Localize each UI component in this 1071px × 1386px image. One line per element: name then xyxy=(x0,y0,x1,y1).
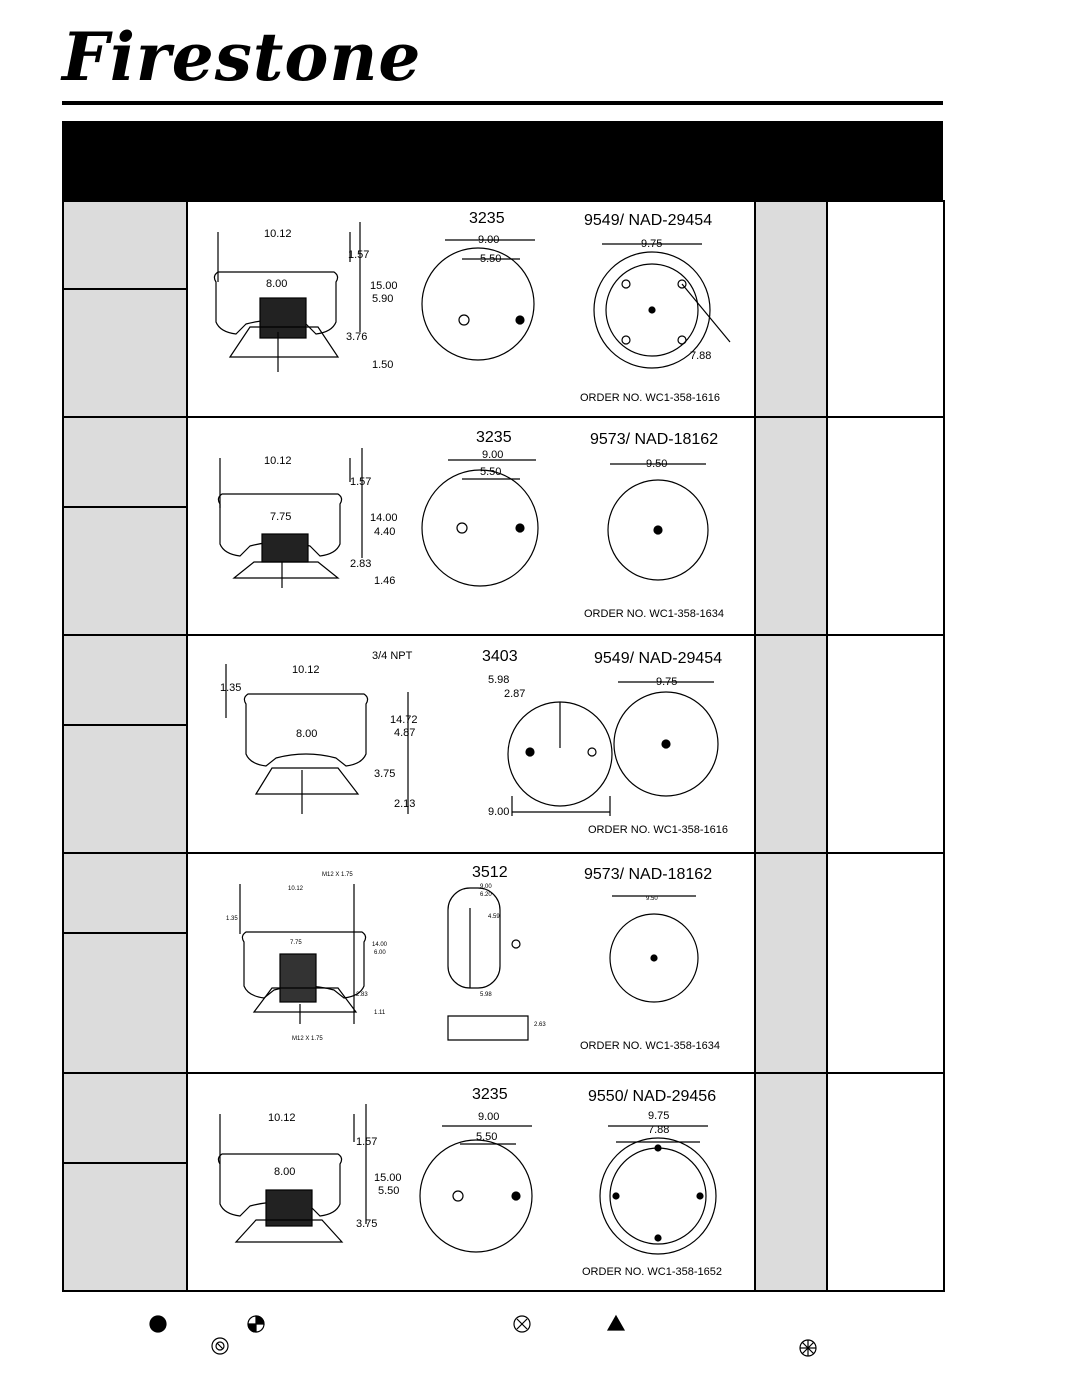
dim-sub-height: 5.50 xyxy=(378,1185,400,1197)
part-cell xyxy=(64,1074,188,1290)
air-spring-drawing xyxy=(190,418,754,634)
dim-sub-height: 4.40 xyxy=(374,526,396,538)
dim-base: 2.13 xyxy=(394,798,416,810)
dim-base: 1.46 xyxy=(374,575,396,587)
plate-dim-b: 4.59 xyxy=(488,914,500,920)
part-cell xyxy=(754,418,828,634)
plate-dim-a: 5.98 xyxy=(488,674,510,686)
dim-piston-height: 3.75 xyxy=(374,768,396,780)
part-cell xyxy=(754,854,828,1072)
plate-outer: 9.00 xyxy=(480,884,492,890)
cell-divider xyxy=(64,288,188,290)
double-circle-icon xyxy=(212,1338,228,1354)
air-spring-drawing xyxy=(190,636,754,852)
dim-piston-height: 3.76 xyxy=(346,331,368,343)
piston-outer: 9.75 xyxy=(648,1110,670,1122)
dim-sub-height: 4.87 xyxy=(394,727,416,739)
dim-mid-width: 7.75 xyxy=(270,511,292,523)
air-spring-drawing xyxy=(190,1074,754,1290)
dim-top-height: 1.57 xyxy=(356,1136,378,1148)
plate-inner: 5.50 xyxy=(480,253,502,265)
drawing-panel xyxy=(190,854,754,1072)
bracket-height: 2.63 xyxy=(534,1022,546,1028)
dim-height: 15.00 xyxy=(374,1172,402,1184)
cell-divider xyxy=(64,724,188,726)
bracket-width: 5.98 xyxy=(480,992,492,998)
plate-dim-a: 6.20 xyxy=(480,892,492,898)
dim-top-width: 10.12 xyxy=(288,886,304,892)
piston-bolt: 7.88 xyxy=(648,1124,670,1136)
dim-base: 1.50 xyxy=(372,359,394,371)
quarter-circle-icon xyxy=(248,1316,264,1332)
plate-inner: 5.50 xyxy=(476,1131,498,1143)
dim-top-width: 10.12 xyxy=(264,228,292,240)
part-cell xyxy=(754,636,828,852)
part-cell xyxy=(754,1074,828,1290)
x-circle-icon xyxy=(514,1316,530,1332)
order-number: ORDER NO. WC1-358-1634 xyxy=(584,608,724,620)
part-cell xyxy=(754,202,828,416)
dim-thread-top: M12 X 1.75 xyxy=(322,872,353,878)
order-number: ORDER NO. WC1-358-1634 xyxy=(580,1040,720,1052)
dim-piston-height: 2.83 xyxy=(350,558,372,570)
dim-height: 14.72 xyxy=(390,714,418,726)
dim-top-width: 10.12 xyxy=(268,1112,296,1124)
dim-top-height: 1.35 xyxy=(226,916,238,922)
dim-height: 15.00 xyxy=(370,280,398,292)
table-row xyxy=(64,416,943,634)
piston-bolt: 7.88 xyxy=(690,350,712,362)
solid-dot-icon xyxy=(150,1316,166,1332)
dim-npt: 3/4 NPT xyxy=(372,650,413,662)
dim-top-width: 10.12 xyxy=(292,664,320,676)
part-cell xyxy=(64,202,188,416)
dim-top-width: 10.12 xyxy=(264,455,292,467)
dim-piston-height: 3.75 xyxy=(356,1218,378,1230)
dim-mid-width: 7.75 xyxy=(290,940,302,946)
table-row xyxy=(64,634,943,852)
triangle-icon xyxy=(608,1316,624,1330)
order-number: ORDER NO. WC1-358-1616 xyxy=(580,392,720,404)
piston-number: 9549/ NAD-29454 xyxy=(594,650,723,667)
header-rule xyxy=(62,101,943,105)
piston-outer: 9.50 xyxy=(646,896,658,902)
dim-base: 1.11 xyxy=(374,1010,386,1016)
plate-outer: 9.00 xyxy=(482,449,504,461)
piston-number: 9549/ NAD-29454 xyxy=(584,212,713,229)
drawing-panel xyxy=(190,202,754,416)
dim-mid-width: 8.00 xyxy=(266,278,288,290)
cell-divider xyxy=(64,1162,188,1164)
plate-outer: 9.00 xyxy=(478,1111,500,1123)
table-header-band xyxy=(62,121,943,200)
table-row xyxy=(64,1072,943,1290)
piston-outer: 9.50 xyxy=(646,458,668,470)
part-cell xyxy=(64,418,188,634)
legend-symbols xyxy=(140,1308,840,1360)
dim-thread-bottom: M12 X 1.75 xyxy=(292,1036,323,1042)
part-cell xyxy=(64,854,188,1072)
cell-divider xyxy=(64,932,188,934)
dim-height: 14.00 xyxy=(372,942,388,948)
plate-dim-b: 2.87 xyxy=(504,688,526,700)
drawing-panel xyxy=(190,636,754,852)
part-cell xyxy=(64,636,188,852)
drawing-panel xyxy=(190,418,754,634)
dim-mid-width: 8.00 xyxy=(274,1166,296,1178)
plate-outer: 9.00 xyxy=(478,234,500,246)
bead-plate-number: 3235 xyxy=(476,429,512,446)
dim-mid-width: 8.00 xyxy=(296,728,318,740)
cell-divider xyxy=(64,506,188,508)
brand-logo: Firestone xyxy=(62,18,422,96)
dim-piston-height: 2.83 xyxy=(356,992,368,998)
piston-number: 9573/ NAD-18162 xyxy=(590,431,719,448)
piston-outer: 9.75 xyxy=(641,238,663,250)
dim-sub-height: 5.90 xyxy=(372,293,394,305)
order-number: ORDER NO. WC1-358-1652 xyxy=(582,1266,722,1278)
dim-top-height: 1.35 xyxy=(220,682,242,694)
parts-table xyxy=(62,200,945,1292)
dim-height: 14.00 xyxy=(370,512,398,524)
plate-outer: 9.00 xyxy=(488,806,510,818)
dim-top-height: 1.57 xyxy=(348,249,370,261)
table-row xyxy=(64,852,943,1072)
plate-inner: 5.50 xyxy=(480,466,502,478)
order-number: ORDER NO. WC1-358-1616 xyxy=(588,824,728,836)
drawing-panel xyxy=(190,1074,754,1290)
bead-plate-number: 3235 xyxy=(469,210,505,227)
bead-plate-number: 3403 xyxy=(482,648,518,665)
piston-number: 9550/ NAD-29456 xyxy=(588,1088,717,1105)
bead-plate-number: 3235 xyxy=(472,1086,508,1103)
star-circle-icon xyxy=(800,1340,816,1356)
piston-outer: 9.75 xyxy=(656,676,678,688)
table-row xyxy=(64,200,943,416)
piston-number: 9573/ NAD-18162 xyxy=(584,866,713,883)
dim-top-height: 1.57 xyxy=(350,476,372,488)
dim-sub-height: 6.00 xyxy=(374,950,386,956)
bead-plate-number: 3512 xyxy=(472,864,508,881)
